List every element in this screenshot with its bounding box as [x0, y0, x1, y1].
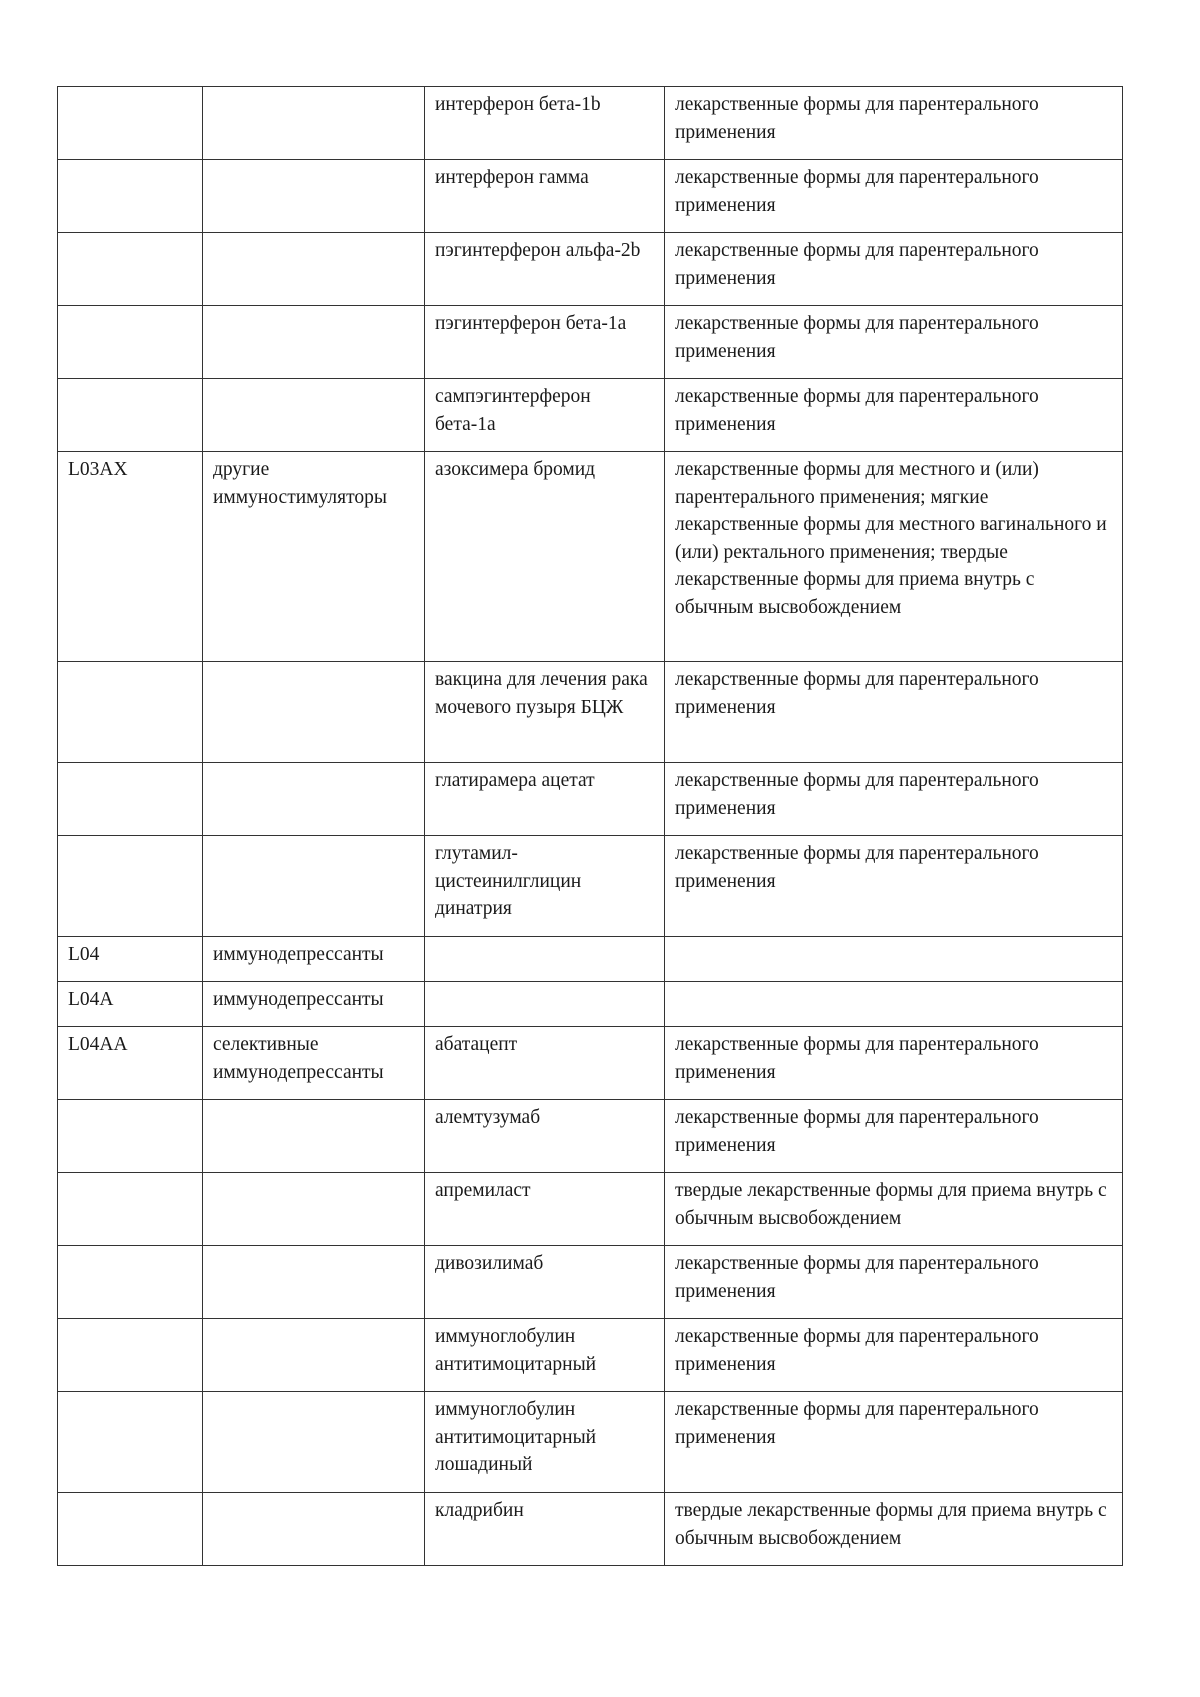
atc-code-cell — [58, 160, 203, 233]
atc-code-cell — [58, 1100, 203, 1173]
atc-code-cell: L04A — [58, 982, 203, 1027]
drug-name-cell: азоксимера бромид — [425, 452, 665, 662]
atc-code-cell — [58, 1173, 203, 1246]
table-row — [58, 937, 1123, 982]
drug-name-cell: интерферон бета-1b — [425, 87, 665, 160]
drug-name-cell: иммуноглобулин антитимоцитарный — [425, 1319, 665, 1392]
drug-name-cell: пэгинтерферон бета-1a — [425, 306, 665, 379]
dosage-form-cell: лекарственные формы для парентерального применения — [665, 160, 1123, 233]
atc-code-cell — [58, 1246, 203, 1319]
dosage-form-cell: лекарственные формы для парентерального применения — [665, 87, 1123, 160]
table-row — [58, 1246, 1123, 1319]
pharmacological-group-cell — [203, 233, 425, 306]
drug-name-cell — [425, 937, 665, 982]
atc-code-cell — [58, 233, 203, 306]
dosage-form-cell: лекарственные формы для парентерального применения — [665, 1392, 1123, 1493]
atc-code-cell — [58, 1319, 203, 1392]
table-row — [58, 1027, 1123, 1100]
dosage-form-cell: лекарственные формы для парентерального применения — [665, 836, 1123, 937]
pharmacological-group-cell — [203, 662, 425, 763]
pharmacological-group-cell — [203, 836, 425, 937]
drug-name-cell: вакцина для лечения рака мочевого пузыря БЦЖ — [425, 662, 665, 763]
drug-name-cell: глутамил-цистеинилглицин динатрия — [425, 836, 665, 937]
dosage-form-cell: лекарственные формы для парентерального применения — [665, 306, 1123, 379]
table-row — [58, 160, 1123, 233]
pharmacological-group-cell — [203, 1173, 425, 1246]
table-row — [58, 982, 1123, 1027]
table-row — [58, 1173, 1123, 1246]
drug-name-cell: алемтузумаб — [425, 1100, 665, 1173]
pharmacological-group-cell — [203, 1493, 425, 1566]
pharmacological-group-cell — [203, 763, 425, 836]
atc-code-cell — [58, 1493, 203, 1566]
pharmacological-group-cell — [203, 160, 425, 233]
atc-code-cell — [58, 1392, 203, 1493]
table-row — [58, 379, 1123, 452]
dosage-form-cell — [665, 937, 1123, 982]
dosage-form-cell: лекарственные формы для парентерального применения — [665, 1100, 1123, 1173]
pharmacological-group-cell — [203, 1319, 425, 1392]
dosage-form-cell — [665, 982, 1123, 1027]
dosage-form-cell: лекарственные формы для парентерального применения — [665, 763, 1123, 836]
pharmacological-group-cell: иммунодепрессанты — [203, 982, 425, 1027]
dosage-form-cell: лекарственные формы для парентерального применения — [665, 1319, 1123, 1392]
atc-code-cell — [58, 836, 203, 937]
table-body — [58, 87, 1123, 1566]
pharmacological-group-cell: селективные иммунодепрессанты — [203, 1027, 425, 1100]
table-row — [58, 1100, 1123, 1173]
pharmacological-group-cell: иммунодепрессанты — [203, 937, 425, 982]
dosage-form-cell: лекарственные формы для парентерального применения — [665, 379, 1123, 452]
dosage-form-cell: твердые лекарственные формы для приема внутрь с обычным высвобождением — [665, 1173, 1123, 1246]
dosage-form-cell: лекарственные формы для местного и (или) парентерального применения; мягкие лекарственные формы для местного вагинального и (или) ректального применения; твердые лекарственные формы для приема внутрь с обычным высвобождением — [665, 452, 1123, 662]
table-row — [58, 836, 1123, 937]
table-row — [58, 87, 1123, 160]
drug-name-cell: глатирамера ацетат — [425, 763, 665, 836]
pharmacological-group-cell — [203, 1100, 425, 1173]
table-row — [58, 306, 1123, 379]
drug-name-cell: кладрибин — [425, 1493, 665, 1566]
table-row — [58, 1493, 1123, 1566]
dosage-form-cell: лекарственные формы для парентерального применения — [665, 1027, 1123, 1100]
dosage-form-cell: лекарственные формы для парентерального применения — [665, 662, 1123, 763]
pharmacological-group-cell — [203, 379, 425, 452]
table-row — [58, 1319, 1123, 1392]
dosage-form-cell: твердые лекарственные формы для приема внутрь с обычным высвобождением — [665, 1493, 1123, 1566]
pharmacological-group-cell — [203, 306, 425, 379]
dosage-form-cell: лекарственные формы для парентерального применения — [665, 1246, 1123, 1319]
drug-list-table — [57, 86, 1123, 1566]
drug-name-cell — [425, 982, 665, 1027]
table-row — [58, 1392, 1123, 1493]
table-row — [58, 763, 1123, 836]
drug-name-cell: сампэгинтерферон бета-1a — [425, 379, 665, 452]
dosage-form-cell: лекарственные формы для парентерального применения — [665, 233, 1123, 306]
atc-code-cell: L04 — [58, 937, 203, 982]
drug-name-cell: абатацепт — [425, 1027, 665, 1100]
drug-name-cell: дивозилимаб — [425, 1246, 665, 1319]
pharmacological-group-cell: другие иммуностимуляторы — [203, 452, 425, 662]
pharmacological-group-cell — [203, 1392, 425, 1493]
drug-name-cell: интерферон гамма — [425, 160, 665, 233]
table-row — [58, 662, 1123, 763]
table-row — [58, 452, 1123, 662]
drug-name-cell: апремиласт — [425, 1173, 665, 1246]
atc-code-cell — [58, 379, 203, 452]
pharmacological-group-cell — [203, 1246, 425, 1319]
atc-code-cell — [58, 763, 203, 836]
pharmacological-group-cell — [203, 87, 425, 160]
atc-code-cell — [58, 306, 203, 379]
drug-name-cell: пэгинтерферон альфа-2b — [425, 233, 665, 306]
atc-code-cell: L04AA — [58, 1027, 203, 1100]
atc-code-cell — [58, 87, 203, 160]
table-row — [58, 233, 1123, 306]
drug-name-cell: иммуноглобулин антитимоцитарный лошадиный — [425, 1392, 665, 1493]
atc-code-cell: L03AX — [58, 452, 203, 662]
atc-code-cell — [58, 662, 203, 763]
